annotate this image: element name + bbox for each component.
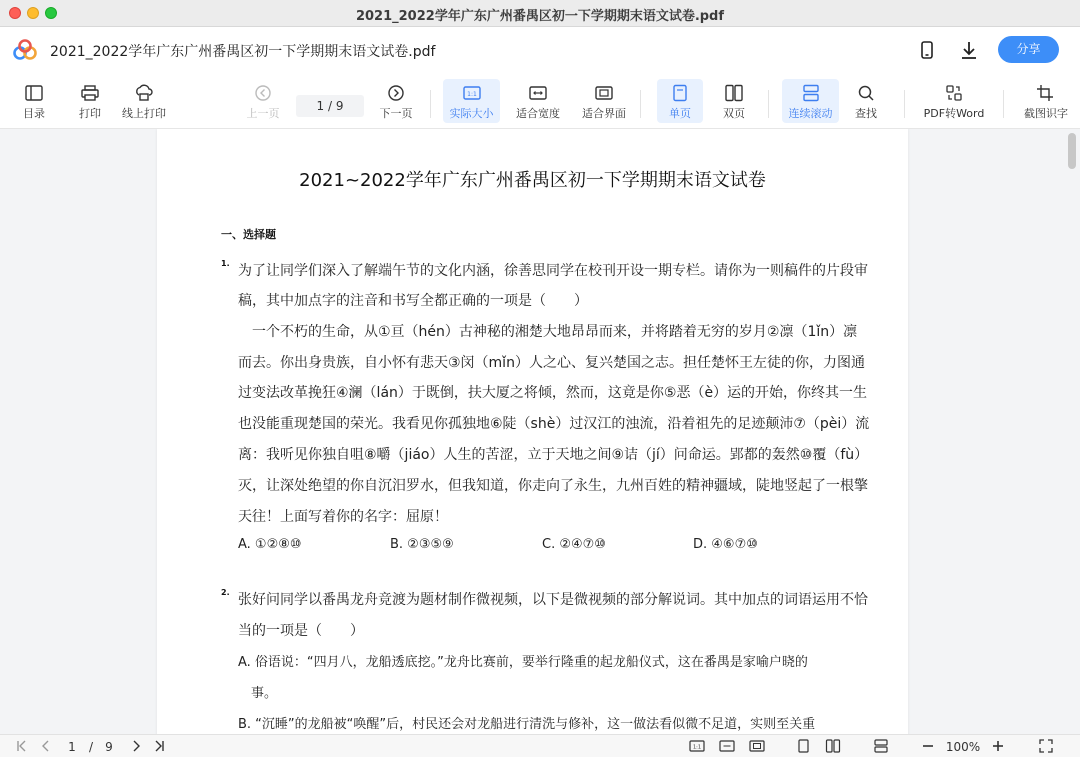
search-button[interactable] <box>846 79 886 123</box>
double-page-icon <box>724 84 744 102</box>
text-line: 也没能重现楚国的荣光。我看见你孤独地⑥陡（shè）过汉江的浊流，沿着祖先的足迹颠沛⑦（pèi）流 <box>238 416 870 432</box>
printer-icon <box>80 84 100 102</box>
question-number: 2. <box>221 588 230 597</box>
window-title: 2021_2022学年广东广州番禺区初一下学期期末语文试卷.pdf <box>355 9 725 24</box>
zoom-in-icon[interactable] <box>990 739 1006 755</box>
text-line: A. 俗语说：“四月八，龙船透底挖。”龙舟比赛前，要举行隆重的起龙船仪式，这在番禺是家喻户晓的 <box>238 655 808 670</box>
double-page-icon[interactable] <box>824 739 842 755</box>
cloud-print-icon <box>134 84 154 102</box>
ocr-button[interactable] <box>1019 79 1073 123</box>
text-line: 张好问同学以番禺龙舟竞渡为题材制作微视频，以下是微视频的部分解说词。其中加点的词语运用不恰 <box>238 592 868 608</box>
search-label: 查找 <box>855 107 877 120</box>
print-button[interactable] <box>70 79 110 123</box>
text-line: 一个不朽的生命，从①亘（hén）古神秘的湘楚大地昂昂而来，并将踏着无穷的岁月②凛（1ǐn）凛 <box>238 324 858 340</box>
toolbar-divider <box>768 90 769 118</box>
app-header <box>0 27 1080 73</box>
single-page-label: 单页 <box>669 107 691 120</box>
share-button[interactable]: 分享 <box>998 36 1059 63</box>
fullscreen-icon[interactable] <box>1037 739 1055 755</box>
option-a: A. ①②⑧⑩ <box>238 537 302 552</box>
vertical-scrollbar[interactable] <box>1068 133 1076 169</box>
double-page-button[interactable] <box>714 79 754 123</box>
paper-title: 2021~2022学年广东广州番禺区初一下学期期末语文试卷 <box>299 170 766 191</box>
first-page-icon[interactable] <box>14 739 30 755</box>
fit-page-label: 适合界面 <box>582 107 626 120</box>
text-line: 过变法改革挽狂④澜（lán）于既倒，扶大厦之将倾，然而，这竟是你⑤恶（è）运的开始，你终其一生 <box>238 385 868 401</box>
question-number: 1. <box>221 259 230 268</box>
text-line: 事。 <box>238 686 278 701</box>
fit-page-icon[interactable] <box>748 739 766 755</box>
text-line: B. “沉睡”的龙船被“唤醒”后，村民还会对龙船进行清洗与修补，这一做法看似微不足道，实则至关重 <box>238 717 816 732</box>
crop-icon <box>1036 84 1056 102</box>
option-d: D. ④⑥⑦⑩ <box>693 537 758 552</box>
next-page-label: 下一页 <box>379 107 413 120</box>
last-page-icon[interactable] <box>151 739 167 755</box>
text-line: 灭，让深处绝望的你自沉汨罗水，但我知道，你走向了永生，九州百姓的精神疆域，陡地竖起了一根擎 <box>238 478 868 494</box>
download-icon[interactable] <box>958 39 980 61</box>
document-title: 2021_2022学年广东广州番禺区初一下学期期末语文试卷.pdf <box>50 44 436 60</box>
prev-page-button[interactable] <box>243 79 283 123</box>
zoom-level[interactable]: 100% <box>945 740 981 754</box>
document-viewer[interactable] <box>0 129 1080 734</box>
zoom-out-icon[interactable] <box>920 739 936 755</box>
chevron-right-circle-icon <box>386 84 406 102</box>
next-page-button[interactable] <box>376 79 416 123</box>
toc-button[interactable] <box>14 79 54 123</box>
continuous-scroll-button[interactable] <box>782 79 839 123</box>
chevron-left-circle-icon <box>253 84 273 102</box>
text-line: 当的一项是（ ） <box>238 623 364 639</box>
window-titlebar <box>0 0 1080 27</box>
fit-width-icon[interactable] <box>718 739 736 755</box>
mobile-phone-icon[interactable] <box>916 39 938 61</box>
fit-width-button[interactable] <box>512 79 564 123</box>
print-label: 打印 <box>79 107 101 120</box>
toolbar-divider <box>1003 90 1004 118</box>
section-heading: 一、选择题 <box>221 228 276 241</box>
fit-page-button[interactable] <box>578 79 630 123</box>
text-line: 稿，其中加点字的注音和书写全都正确的一项是（ ） <box>238 293 588 309</box>
pdf-to-word-button[interactable] <box>920 79 988 123</box>
toolbar-divider <box>904 90 905 118</box>
actual-size-label: 实际大小 <box>449 107 494 120</box>
svg-text:1:1: 1:1 <box>466 91 477 98</box>
text-line: 为了让同学们深入了解端午节的文化内涵，徐善思同学在校刊开设一期专栏。请你为一则稿件的片段审 <box>238 263 868 279</box>
actual-size-icon <box>462 84 482 102</box>
continuous-scroll-label: 连续滚动 <box>788 107 833 120</box>
convert-icon <box>944 84 964 102</box>
prev-page-icon[interactable] <box>38 739 54 755</box>
online-print-label: 线上打印 <box>122 107 166 120</box>
toolbar-divider <box>430 90 431 118</box>
text-line: 天往！上面写着你的名字：屈原！ <box>238 509 448 525</box>
text-line: 而去。你出身贵族，自小怀有悲天③闵（mǐn）人之心、复兴楚国之志。担任楚怀王左徒的你，力图通 <box>238 355 865 371</box>
status-page-separator: / <box>88 740 94 754</box>
search-icon <box>856 84 876 102</box>
status-page-current[interactable]: 1 <box>68 740 76 754</box>
sidebar-icon <box>24 84 44 102</box>
page-number-input[interactable]: 1 / 9 <box>296 95 364 117</box>
text-line: 离：我听见你独自咀⑧嚼（jiáo）人生的苦涩，立于天地之间⑨诘（jí）问命运。郢都的轰然⑩覆（fù） <box>238 447 869 463</box>
status-bar <box>0 734 1080 757</box>
fit-width-icon <box>528 84 548 102</box>
prev-page-label: 上一页 <box>246 107 280 120</box>
single-page-button[interactable] <box>657 79 703 123</box>
fit-width-label: 适合宽度 <box>516 107 560 120</box>
single-page-icon <box>670 84 690 102</box>
actual-size-icon[interactable] <box>688 739 706 755</box>
toolbar-divider <box>640 90 641 118</box>
pdf-page <box>157 129 908 734</box>
ocr-label: 截图识字 <box>1024 107 1068 120</box>
double-page-label: 双页 <box>723 107 745 120</box>
svg-text:1:1: 1:1 <box>692 744 702 751</box>
fit-page-icon <box>594 84 614 102</box>
single-page-icon[interactable] <box>794 739 812 755</box>
next-page-icon[interactable] <box>128 739 144 755</box>
toc-label: 目录 <box>23 107 45 120</box>
continuous-scroll-icon[interactable] <box>872 739 890 755</box>
actual-size-button[interactable] <box>443 79 500 123</box>
pdf-to-word-label: PDF转Word <box>923 107 985 120</box>
status-page-total: 9 <box>105 740 113 754</box>
option-c: C. ②④⑦⑩ <box>542 537 606 552</box>
online-print-button[interactable] <box>118 79 170 123</box>
app-logo-icon <box>12 39 38 61</box>
continuous-scroll-icon <box>801 84 821 102</box>
toolbar <box>0 73 1080 129</box>
option-b: B. ②③⑤⑨ <box>390 537 454 552</box>
